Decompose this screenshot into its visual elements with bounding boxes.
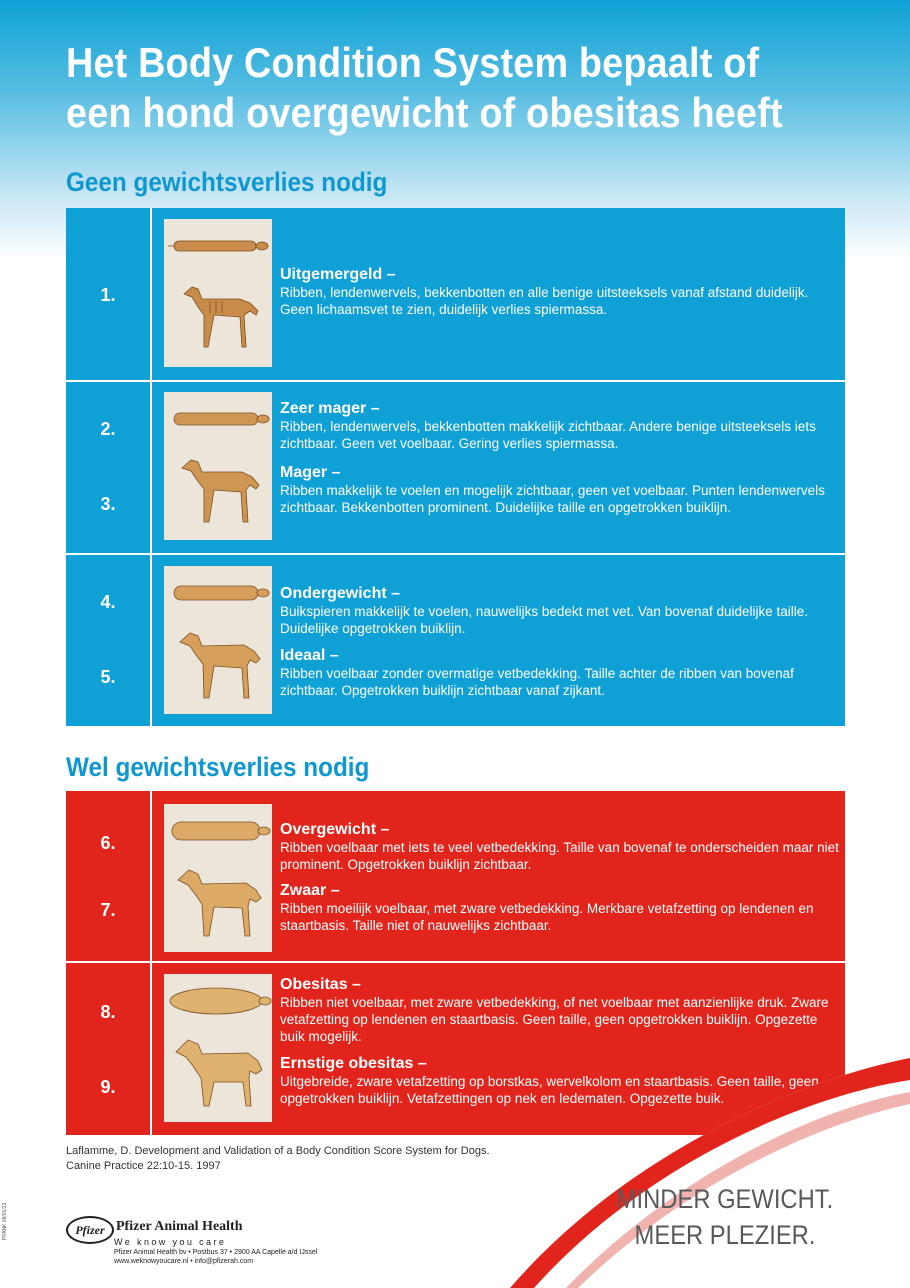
row-divider: [66, 380, 845, 382]
entry-title: Obesitas –: [280, 976, 361, 993]
column-divider: [150, 208, 152, 726]
dog-score-6-7-icon: [164, 804, 272, 952]
entry-title: Uitgemergeld –: [280, 266, 396, 283]
score-entry-1: [280, 266, 840, 318]
entry-text: Ribben, lendenwervels, bekkenbotten en alle benige uitsteeksels vanaf afstand duidelijk. Geen lichaamsvet te zien, duidelijk verlies spiermassa.: [280, 285, 809, 317]
section-heading-loss: Wel gewichtsverlies nodig: [66, 752, 370, 782]
entry-title: Ondergewicht –: [280, 585, 401, 602]
slogan-line-2: MEER PLEZIER.: [634, 1220, 816, 1250]
score-entry-6: [280, 821, 840, 873]
score-number-6: 6.: [100, 833, 116, 853]
entry-text: Ribben voelbaar zonder overmatige vetbedekking. Taille achter de ribben van bovenaf zichtbaar. Opgetrokken buiklijn zichtbaar vanaf zijkant.: [280, 666, 794, 698]
slogan-line-1: MINDER GEWICHT.: [616, 1184, 834, 1214]
score-entry-8: [280, 976, 840, 1045]
entry-title: Zwaar –: [280, 882, 340, 899]
section-heading-no-loss: Geen gewichtsverlies nodig: [66, 167, 388, 197]
citation-line-2: Canine Practice 22:10-15. 1997: [66, 1159, 221, 1172]
entry-title: Overgewicht –: [280, 821, 390, 838]
pfizer-logo-text: Pfizer: [75, 1222, 105, 1237]
entry-text: Ribben, lendenwervels, bekkenbotten makkelijk zichtbaar. Andere benige uitsteeksels iets zichtbaar. Geen vet voelbaar. Gering verlies spiermassa.: [280, 419, 816, 451]
entry-text: Ribben makkelijk te voelen en mogelijk zichtbaar, geen vet voelbaar. Punten lendenwervels zichtbaar. Bekkenbotten prominent. Duidelijke taille en opgetrokken buiklijn.: [280, 483, 825, 515]
entry-text: Ribben niet voelbaar, met zware vetbedekking, of net voelbaar met aanzienlijke druk. Zware vetafzetting op lendenen en staartbasis. Geen taille, geen opgetrokken buiklijn. Opgezette buik mogelijk.: [280, 995, 829, 1044]
dog-score-1-icon: [164, 219, 272, 367]
citation: [66, 1144, 586, 1173]
pfizer-logo: [66, 1216, 114, 1244]
dog-score-2-3-icon: [164, 392, 272, 540]
brand-tagline: We know you care: [114, 1237, 227, 1247]
brand-name: Pfizer Animal Health: [116, 1219, 243, 1234]
row-divider: [66, 553, 845, 555]
score-number-1: 1.: [100, 285, 116, 305]
score-number-4: 4.: [100, 592, 116, 612]
score-entry-5: [280, 647, 840, 699]
score-number-7: 7.: [100, 900, 116, 920]
company-address: [114, 1248, 317, 1266]
score-number-5: 5.: [100, 667, 116, 687]
score-number-8: 8.: [100, 1002, 116, 1022]
score-entry-4: [280, 585, 840, 637]
score-entry-2: [280, 400, 840, 452]
citation-line-1: Laflamme, D. Development and Validation of a Body Condition Score System for Dogs.: [66, 1145, 490, 1157]
entry-title: Ernstige obesitas –: [280, 1055, 427, 1072]
score-entry-3: [280, 464, 840, 516]
web-line: www.weknowyoucare.nl • info@pfizerah.com: [114, 1258, 254, 1265]
title-line-2: een hond overgewicht of obesitas heeft: [66, 89, 783, 136]
page-title: [66, 38, 804, 138]
score-number-3: 3.: [100, 494, 116, 514]
score-number-2: 2.: [100, 419, 116, 439]
address-line: Pfizer Animal Health bv • Postbus 37 • 2900 AA Capelle a/d IJssel: [114, 1249, 318, 1256]
entry-text: Uitgebreide, zware vetafzetting op borstkas, wervelkolom en staartbasis. Geen taille, geen opgetrokken buiklijn. Vetafzettingen op nek en ledematen. Opgezette buik.: [280, 1074, 819, 1106]
entry-text: Ribben moeilijk voelbaar, met zware vetbedekking. Merkbare vetafzetting op lendenen en staartbasis. Taille niet of nauwelijks zichtbaar.: [280, 901, 814, 933]
row-divider: [66, 961, 845, 963]
dog-score-8-9-icon: [164, 974, 272, 1122]
entry-title: Mager –: [280, 464, 341, 481]
dog-score-4-5-icon: [164, 566, 272, 714]
column-divider: [150, 791, 152, 1135]
entry-text: Buikspieren makkelijk te voelen, nauwelijks bedekt met vet. Van bovenaf duidelijke taille. Duidelijke opgetrokken buiklijn.: [280, 604, 809, 636]
score-entry-7: [280, 882, 840, 934]
entry-title: Zeer mager –: [280, 400, 380, 417]
title-line-1: Het Body Condition System bepaalt of: [66, 39, 760, 86]
score-number-9: 9.: [100, 1077, 116, 1097]
panel-no-weight-loss: [66, 208, 845, 726]
print-code: PFANK 08/01/13: [2, 1202, 8, 1240]
entry-text: Ribben voelbaar met iets te veel vetbedekking. Taille van bovenaf te onderscheiden maar niet prominent. Opgetrokken buiklijn zichtbaar.: [280, 840, 839, 872]
entry-title: Ideaal –: [280, 647, 339, 664]
